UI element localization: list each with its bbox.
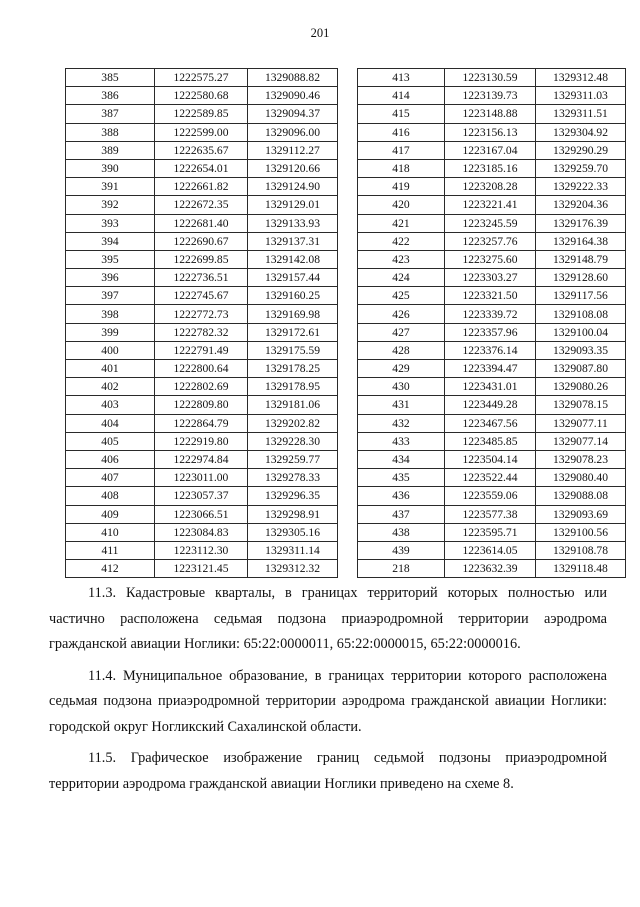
point-number-cell: 419 bbox=[358, 178, 445, 196]
point-number-cell: 431 bbox=[358, 396, 445, 414]
point-number-cell: 389 bbox=[66, 141, 155, 159]
point-number-cell: 407 bbox=[66, 469, 155, 487]
coordinates-table-left bbox=[65, 68, 338, 578]
y-coordinate-cell: 1329181.06 bbox=[248, 396, 338, 414]
y-coordinate-cell: 1329112.27 bbox=[248, 141, 338, 159]
table-row bbox=[66, 341, 338, 359]
body-text bbox=[49, 581, 607, 803]
x-coordinate-cell: 1223632.39 bbox=[445, 560, 536, 578]
table-row bbox=[66, 323, 338, 341]
table-row bbox=[358, 305, 626, 323]
point-number-cell: 427 bbox=[358, 323, 445, 341]
table-row bbox=[66, 123, 338, 141]
x-coordinate-cell: 1222864.79 bbox=[155, 414, 248, 432]
table-row bbox=[66, 87, 338, 105]
y-coordinate-cell: 1329172.61 bbox=[248, 323, 338, 341]
y-coordinate-cell: 1329259.77 bbox=[248, 450, 338, 468]
y-coordinate-cell: 1329108.78 bbox=[536, 541, 626, 559]
y-coordinate-cell: 1329312.48 bbox=[536, 69, 626, 87]
y-coordinate-cell: 1329290.29 bbox=[536, 141, 626, 159]
y-coordinate-cell: 1329164.38 bbox=[536, 232, 626, 250]
x-coordinate-cell: 1222589.85 bbox=[155, 105, 248, 123]
point-number-cell: 435 bbox=[358, 469, 445, 487]
point-number-cell: 386 bbox=[66, 87, 155, 105]
point-number-cell: 436 bbox=[358, 487, 445, 505]
table-row bbox=[66, 178, 338, 196]
y-coordinate-cell: 1329157.44 bbox=[248, 269, 338, 287]
x-coordinate-cell: 1223522.44 bbox=[445, 469, 536, 487]
y-coordinate-cell: 1329094.37 bbox=[248, 105, 338, 123]
y-coordinate-cell: 1329311.03 bbox=[536, 87, 626, 105]
table-row bbox=[66, 450, 338, 468]
y-coordinate-cell: 1329124.90 bbox=[248, 178, 338, 196]
table-row bbox=[358, 141, 626, 159]
point-number-cell: 390 bbox=[66, 159, 155, 177]
y-coordinate-cell: 1329128.60 bbox=[536, 269, 626, 287]
x-coordinate-cell: 1223011.00 bbox=[155, 469, 248, 487]
table-row bbox=[66, 414, 338, 432]
x-coordinate-cell: 1223303.27 bbox=[445, 269, 536, 287]
table-row bbox=[66, 105, 338, 123]
point-number-cell: 414 bbox=[358, 87, 445, 105]
point-number-cell: 411 bbox=[66, 541, 155, 559]
x-coordinate-cell: 1223321.50 bbox=[445, 287, 536, 305]
x-coordinate-cell: 1223449.28 bbox=[445, 396, 536, 414]
y-coordinate-cell: 1329148.79 bbox=[536, 250, 626, 268]
point-number-cell: 413 bbox=[358, 69, 445, 87]
table-row bbox=[358, 323, 626, 341]
point-number-cell: 400 bbox=[66, 341, 155, 359]
x-coordinate-cell: 1223467.56 bbox=[445, 414, 536, 432]
table-row bbox=[66, 269, 338, 287]
table-row bbox=[358, 69, 626, 87]
table-row bbox=[66, 141, 338, 159]
y-coordinate-cell: 1329178.95 bbox=[248, 378, 338, 396]
y-coordinate-cell: 1329296.35 bbox=[248, 487, 338, 505]
table-row bbox=[358, 432, 626, 450]
x-coordinate-cell: 1222802.69 bbox=[155, 378, 248, 396]
y-coordinate-cell: 1329175.59 bbox=[248, 341, 338, 359]
point-number-cell: 387 bbox=[66, 105, 155, 123]
x-coordinate-cell: 1222672.35 bbox=[155, 196, 248, 214]
point-number-cell: 426 bbox=[358, 305, 445, 323]
x-coordinate-cell: 1222974.84 bbox=[155, 450, 248, 468]
y-coordinate-cell: 1329133.93 bbox=[248, 214, 338, 232]
y-coordinate-cell: 1329088.82 bbox=[248, 69, 338, 87]
point-number-cell: 412 bbox=[66, 560, 155, 578]
point-number-cell: 421 bbox=[358, 214, 445, 232]
point-number-cell: 409 bbox=[66, 505, 155, 523]
table-row bbox=[358, 178, 626, 196]
x-coordinate-cell: 1222681.40 bbox=[155, 214, 248, 232]
y-coordinate-cell: 1329202.82 bbox=[248, 414, 338, 432]
x-coordinate-cell: 1223185.16 bbox=[445, 159, 536, 177]
y-coordinate-cell: 1329117.56 bbox=[536, 287, 626, 305]
table-row bbox=[66, 250, 338, 268]
table-row bbox=[66, 487, 338, 505]
y-coordinate-cell: 1329311.51 bbox=[536, 105, 626, 123]
y-coordinate-cell: 1329305.16 bbox=[248, 523, 338, 541]
table-row bbox=[358, 123, 626, 141]
table-row bbox=[66, 432, 338, 450]
table-row bbox=[358, 505, 626, 523]
point-number-cell: 395 bbox=[66, 250, 155, 268]
point-number-cell: 434 bbox=[358, 450, 445, 468]
x-coordinate-cell: 1223057.37 bbox=[155, 487, 248, 505]
x-coordinate-cell: 1223485.85 bbox=[445, 432, 536, 450]
y-coordinate-cell: 1329311.14 bbox=[248, 541, 338, 559]
x-coordinate-cell: 1223139.73 bbox=[445, 87, 536, 105]
x-coordinate-cell: 1222599.00 bbox=[155, 123, 248, 141]
point-number-cell: 402 bbox=[66, 378, 155, 396]
paragraph-11-3: 11.3. Кадастровые кварталы, в границах территорий которых полностью или частично расположена седьмая подзона приаэродромной территории аэродрома гражданской авиации Ноглики: 65:22:0000011, 65:22:0000015, 65:22:0000016. bbox=[49, 585, 607, 652]
x-coordinate-cell: 1222690.67 bbox=[155, 232, 248, 250]
point-number-cell: 397 bbox=[66, 287, 155, 305]
y-coordinate-cell: 1329204.36 bbox=[536, 196, 626, 214]
table-row bbox=[358, 450, 626, 468]
table-row bbox=[66, 523, 338, 541]
point-number-cell: 430 bbox=[358, 378, 445, 396]
point-number-cell: 403 bbox=[66, 396, 155, 414]
y-coordinate-cell: 1329087.80 bbox=[536, 360, 626, 378]
y-coordinate-cell: 1329078.23 bbox=[536, 450, 626, 468]
table-row bbox=[66, 560, 338, 578]
x-coordinate-cell: 1223394.47 bbox=[445, 360, 536, 378]
table-row bbox=[358, 87, 626, 105]
x-coordinate-cell: 1222654.01 bbox=[155, 159, 248, 177]
table-row bbox=[66, 541, 338, 559]
x-coordinate-cell: 1223112.30 bbox=[155, 541, 248, 559]
x-coordinate-cell: 1222635.67 bbox=[155, 141, 248, 159]
x-coordinate-cell: 1222800.64 bbox=[155, 360, 248, 378]
x-coordinate-cell: 1223148.88 bbox=[445, 105, 536, 123]
point-number-cell: 385 bbox=[66, 69, 155, 87]
table-row bbox=[358, 560, 626, 578]
x-coordinate-cell: 1222782.32 bbox=[155, 323, 248, 341]
table-row bbox=[66, 360, 338, 378]
point-number-cell: 437 bbox=[358, 505, 445, 523]
x-coordinate-cell: 1223130.59 bbox=[445, 69, 536, 87]
table-row bbox=[358, 196, 626, 214]
point-number-cell: 425 bbox=[358, 287, 445, 305]
x-coordinate-cell: 1223221.41 bbox=[445, 196, 536, 214]
y-coordinate-cell: 1329077.11 bbox=[536, 414, 626, 432]
point-number-cell: 398 bbox=[66, 305, 155, 323]
x-coordinate-cell: 1222809.80 bbox=[155, 396, 248, 414]
y-coordinate-cell: 1329222.33 bbox=[536, 178, 626, 196]
point-number-cell: 408 bbox=[66, 487, 155, 505]
x-coordinate-cell: 1222580.68 bbox=[155, 87, 248, 105]
point-number-cell: 218 bbox=[358, 560, 445, 578]
point-number-cell: 420 bbox=[358, 196, 445, 214]
table-row bbox=[358, 541, 626, 559]
x-coordinate-cell: 1223167.04 bbox=[445, 141, 536, 159]
point-number-cell: 405 bbox=[66, 432, 155, 450]
paragraph-11-4: 11.4. Муниципальное образование, в границах территории которого расположена седьмая подзона приаэродромной территории аэродрома гражданской авиации Ноглики: городской округ Ногликский Сахалинской области. bbox=[49, 667, 607, 735]
x-coordinate-cell: 1222661.82 bbox=[155, 178, 248, 196]
point-number-cell: 394 bbox=[66, 232, 155, 250]
x-coordinate-cell: 1222736.51 bbox=[155, 269, 248, 287]
x-coordinate-cell: 1223257.76 bbox=[445, 232, 536, 250]
point-number-cell: 404 bbox=[66, 414, 155, 432]
y-coordinate-cell: 1329078.15 bbox=[536, 396, 626, 414]
point-number-cell: 439 bbox=[358, 541, 445, 559]
y-coordinate-cell: 1329160.25 bbox=[248, 287, 338, 305]
x-coordinate-cell: 1223208.28 bbox=[445, 178, 536, 196]
point-number-cell: 415 bbox=[358, 105, 445, 123]
table-row bbox=[358, 523, 626, 541]
y-coordinate-cell: 1329120.66 bbox=[248, 159, 338, 177]
table-row bbox=[358, 159, 626, 177]
y-coordinate-cell: 1329298.91 bbox=[248, 505, 338, 523]
y-coordinate-cell: 1329108.08 bbox=[536, 305, 626, 323]
table-row bbox=[358, 269, 626, 287]
y-coordinate-cell: 1329176.39 bbox=[536, 214, 626, 232]
point-number-cell: 406 bbox=[66, 450, 155, 468]
x-coordinate-cell: 1223121.45 bbox=[155, 560, 248, 578]
table-row bbox=[66, 469, 338, 487]
table-row bbox=[66, 196, 338, 214]
x-coordinate-cell: 1223066.51 bbox=[155, 505, 248, 523]
y-coordinate-cell: 1329278.33 bbox=[248, 469, 338, 487]
y-coordinate-cell: 1329088.08 bbox=[536, 487, 626, 505]
y-coordinate-cell: 1329118.48 bbox=[536, 560, 626, 578]
point-number-cell: 401 bbox=[66, 360, 155, 378]
x-coordinate-cell: 1223376.14 bbox=[445, 341, 536, 359]
x-coordinate-cell: 1222772.73 bbox=[155, 305, 248, 323]
y-coordinate-cell: 1329080.40 bbox=[536, 469, 626, 487]
table-row bbox=[358, 232, 626, 250]
x-coordinate-cell: 1223559.06 bbox=[445, 487, 536, 505]
table-row bbox=[66, 305, 338, 323]
table-row bbox=[358, 287, 626, 305]
point-number-cell: 428 bbox=[358, 341, 445, 359]
table-row bbox=[66, 232, 338, 250]
table-row bbox=[66, 378, 338, 396]
y-coordinate-cell: 1329259.70 bbox=[536, 159, 626, 177]
x-coordinate-cell: 1223156.13 bbox=[445, 123, 536, 141]
table-row bbox=[66, 396, 338, 414]
x-coordinate-cell: 1222699.85 bbox=[155, 250, 248, 268]
table-row bbox=[66, 159, 338, 177]
y-coordinate-cell: 1329137.31 bbox=[248, 232, 338, 250]
x-coordinate-cell: 1223245.59 bbox=[445, 214, 536, 232]
table-row bbox=[66, 287, 338, 305]
y-coordinate-cell: 1329312.32 bbox=[248, 560, 338, 578]
table-row bbox=[358, 250, 626, 268]
point-number-cell: 388 bbox=[66, 123, 155, 141]
point-number-cell: 422 bbox=[358, 232, 445, 250]
point-number-cell: 417 bbox=[358, 141, 445, 159]
point-number-cell: 433 bbox=[358, 432, 445, 450]
point-number-cell: 432 bbox=[358, 414, 445, 432]
table-row bbox=[358, 105, 626, 123]
table-row bbox=[358, 487, 626, 505]
y-coordinate-cell: 1329096.00 bbox=[248, 123, 338, 141]
coordinates-table-right bbox=[357, 68, 626, 578]
table-row bbox=[66, 69, 338, 87]
point-number-cell: 438 bbox=[358, 523, 445, 541]
point-number-cell: 416 bbox=[358, 123, 445, 141]
point-number-cell: 410 bbox=[66, 523, 155, 541]
y-coordinate-cell: 1329178.25 bbox=[248, 360, 338, 378]
point-number-cell: 391 bbox=[66, 178, 155, 196]
x-coordinate-cell: 1223504.14 bbox=[445, 450, 536, 468]
y-coordinate-cell: 1329093.69 bbox=[536, 505, 626, 523]
coordinates-table-right-body bbox=[358, 69, 626, 578]
x-coordinate-cell: 1222745.67 bbox=[155, 287, 248, 305]
x-coordinate-cell: 1222791.49 bbox=[155, 341, 248, 359]
y-coordinate-cell: 1329169.98 bbox=[248, 305, 338, 323]
point-number-cell: 393 bbox=[66, 214, 155, 232]
table-row bbox=[66, 505, 338, 523]
x-coordinate-cell: 1223357.96 bbox=[445, 323, 536, 341]
table-row bbox=[66, 214, 338, 232]
y-coordinate-cell: 1329142.08 bbox=[248, 250, 338, 268]
x-coordinate-cell: 1223275.60 bbox=[445, 250, 536, 268]
point-number-cell: 399 bbox=[66, 323, 155, 341]
x-coordinate-cell: 1223614.05 bbox=[445, 541, 536, 559]
x-coordinate-cell: 1222919.80 bbox=[155, 432, 248, 450]
table-row bbox=[358, 469, 626, 487]
x-coordinate-cell: 1223339.72 bbox=[445, 305, 536, 323]
table-row bbox=[358, 360, 626, 378]
point-number-cell: 423 bbox=[358, 250, 445, 268]
x-coordinate-cell: 1223595.71 bbox=[445, 523, 536, 541]
table-row bbox=[358, 378, 626, 396]
y-coordinate-cell: 1329093.35 bbox=[536, 341, 626, 359]
point-number-cell: 429 bbox=[358, 360, 445, 378]
y-coordinate-cell: 1329077.14 bbox=[536, 432, 626, 450]
y-coordinate-cell: 1329100.04 bbox=[536, 323, 626, 341]
y-coordinate-cell: 1329090.46 bbox=[248, 87, 338, 105]
y-coordinate-cell: 1329304.92 bbox=[536, 123, 626, 141]
y-coordinate-cell: 1329080.26 bbox=[536, 378, 626, 396]
y-coordinate-cell: 1329100.56 bbox=[536, 523, 626, 541]
page-number: 201 bbox=[310, 26, 330, 40]
y-coordinate-cell: 1329129.01 bbox=[248, 196, 338, 214]
x-coordinate-cell: 1223084.83 bbox=[155, 523, 248, 541]
point-number-cell: 396 bbox=[66, 269, 155, 287]
x-coordinate-cell: 1223577.38 bbox=[445, 505, 536, 523]
table-row bbox=[358, 341, 626, 359]
x-coordinate-cell: 1223431.01 bbox=[445, 378, 536, 396]
point-number-cell: 424 bbox=[358, 269, 445, 287]
point-number-cell: 392 bbox=[66, 196, 155, 214]
table-row bbox=[358, 414, 626, 432]
x-coordinate-cell: 1222575.27 bbox=[155, 69, 248, 87]
coordinates-table-left-body bbox=[66, 69, 338, 578]
table-row bbox=[358, 214, 626, 232]
point-number-cell: 418 bbox=[358, 159, 445, 177]
table-row bbox=[358, 396, 626, 414]
y-coordinate-cell: 1329228.30 bbox=[248, 432, 338, 450]
paragraph-11-5: 11.5. Графическое изображение границ седьмой подзоны приаэродромной территории аэродрома гражданской авиации Ноглики приведено на схеме 8. bbox=[49, 750, 607, 792]
